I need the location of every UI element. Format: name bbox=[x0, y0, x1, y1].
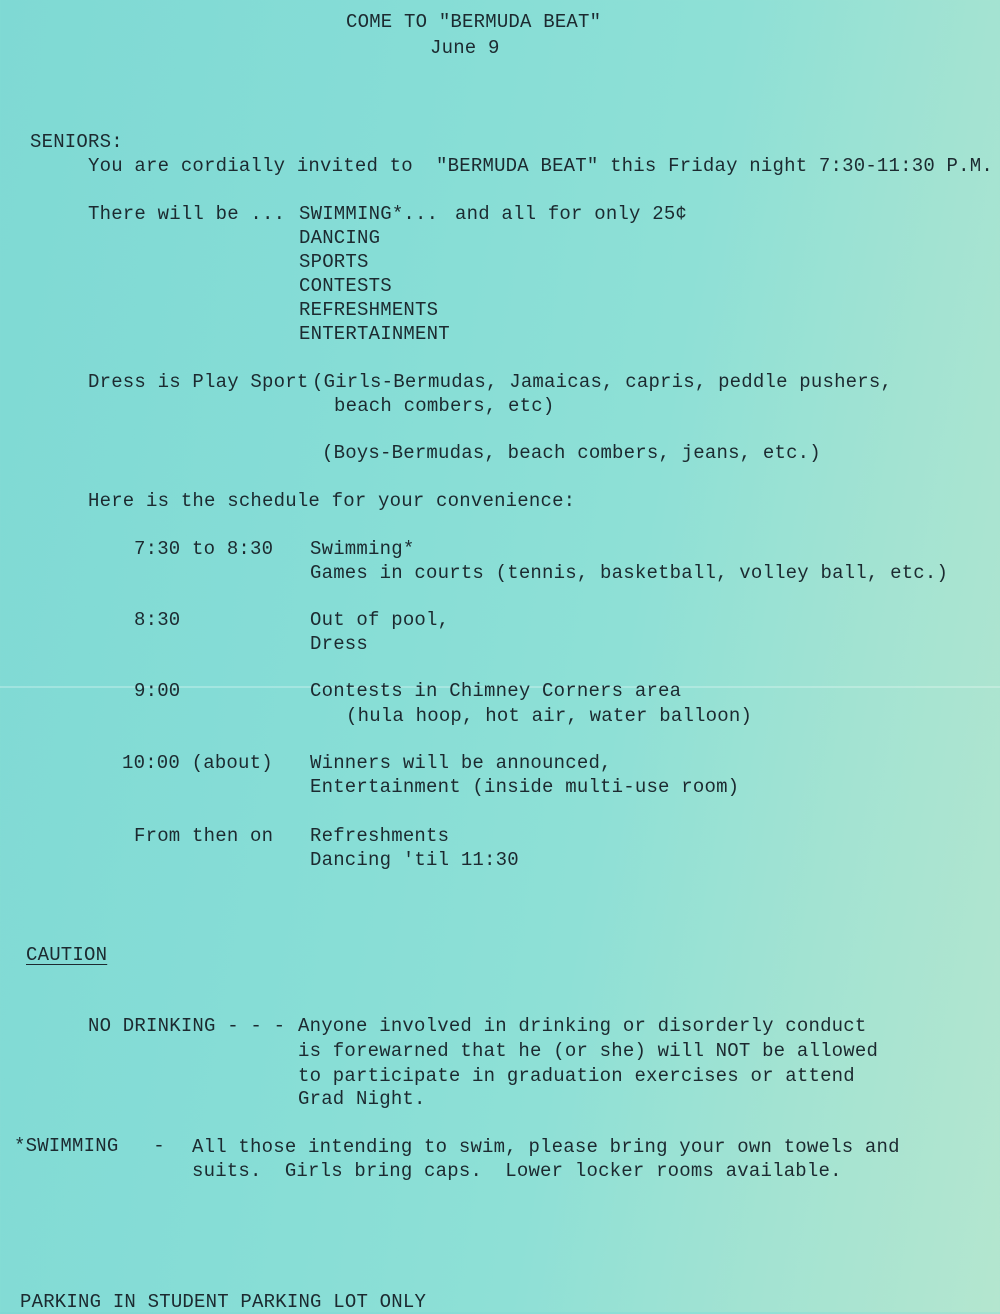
intro-text: You are cordially invited to "BERMUDA BEAT" this Friday night 7:30-11:30 P.M. bbox=[88, 155, 993, 177]
activity-item: SPORTS bbox=[299, 251, 369, 273]
swimming-text: All those intending to swim, please bring your own towels and bbox=[192, 1136, 900, 1158]
parking-note: PARKING IN STUDENT PARKING LOT ONLY bbox=[20, 1291, 427, 1313]
schedule-time: From then on bbox=[134, 825, 274, 847]
no-drinking-text: Anyone involved in drinking or disorderly conduct bbox=[298, 1015, 867, 1037]
no-drinking-label: NO DRINKING - - - bbox=[88, 1015, 286, 1037]
schedule-line: Dress bbox=[310, 633, 369, 655]
no-drinking-text: Grad Night. bbox=[298, 1088, 426, 1110]
no-drinking-text: is forewarned that he (or she) will NOT be allowed bbox=[298, 1040, 879, 1062]
schedule-line: (hula hoop, hot air, water balloon) bbox=[346, 705, 753, 727]
schedule-line: Winners will be announced, bbox=[310, 752, 612, 774]
flyer-title: COME TO "BERMUDA BEAT" bbox=[346, 11, 602, 33]
schedule-line: Swimming* bbox=[310, 538, 415, 560]
schedule-time: 9:00 bbox=[134, 680, 181, 702]
schedule-time: 8:30 bbox=[134, 609, 181, 631]
dress-lead: Dress is Play Sport bbox=[88, 371, 309, 393]
swimming-label: *SWIMMING - bbox=[14, 1135, 165, 1157]
schedule-line: Games in courts (tennis, basketball, volley ball, etc.) bbox=[310, 562, 949, 584]
dress-girls-cont: beach combers, etc) bbox=[334, 395, 555, 417]
schedule-line: Refreshments bbox=[310, 825, 450, 847]
schedule-line: Dancing 'til 11:30 bbox=[310, 849, 519, 871]
dress-girls: (Girls-Bermudas, Jamaicas, capris, peddle pushers, bbox=[312, 371, 893, 393]
schedule-line: Entertainment (inside multi-use room) bbox=[310, 776, 740, 798]
dress-boys: (Boys-Bermudas, beach combers, jeans, etc.) bbox=[322, 442, 821, 464]
caution-heading: CAUTION bbox=[26, 944, 108, 966]
price-text: and all for only 25¢ bbox=[455, 203, 688, 225]
activities-lead: There will be ... bbox=[88, 203, 286, 225]
schedule-time: 10:00 (about) bbox=[122, 752, 273, 774]
schedule-intro: Here is the schedule for your convenience: bbox=[88, 490, 576, 512]
activity-item: REFRESHMENTS bbox=[299, 299, 439, 321]
salutation: SENIORS: bbox=[30, 131, 123, 153]
schedule-time: 7:30 to 8:30 bbox=[134, 538, 274, 560]
activity-item: CONTESTS bbox=[299, 275, 392, 297]
schedule-line: Contests in Chimney Corners area bbox=[310, 680, 682, 702]
schedule-line: Out of pool, bbox=[310, 609, 450, 631]
activity-item: SWIMMING*... bbox=[299, 203, 439, 225]
swimming-text: suits. Girls bring caps. Lower locker rooms available. bbox=[192, 1160, 842, 1182]
activity-item: DANCING bbox=[299, 227, 381, 249]
no-drinking-text: to participate in graduation exercises or attend bbox=[298, 1065, 855, 1087]
flyer-date: June 9 bbox=[430, 37, 500, 59]
activity-item: ENTERTAINMENT bbox=[299, 323, 450, 345]
